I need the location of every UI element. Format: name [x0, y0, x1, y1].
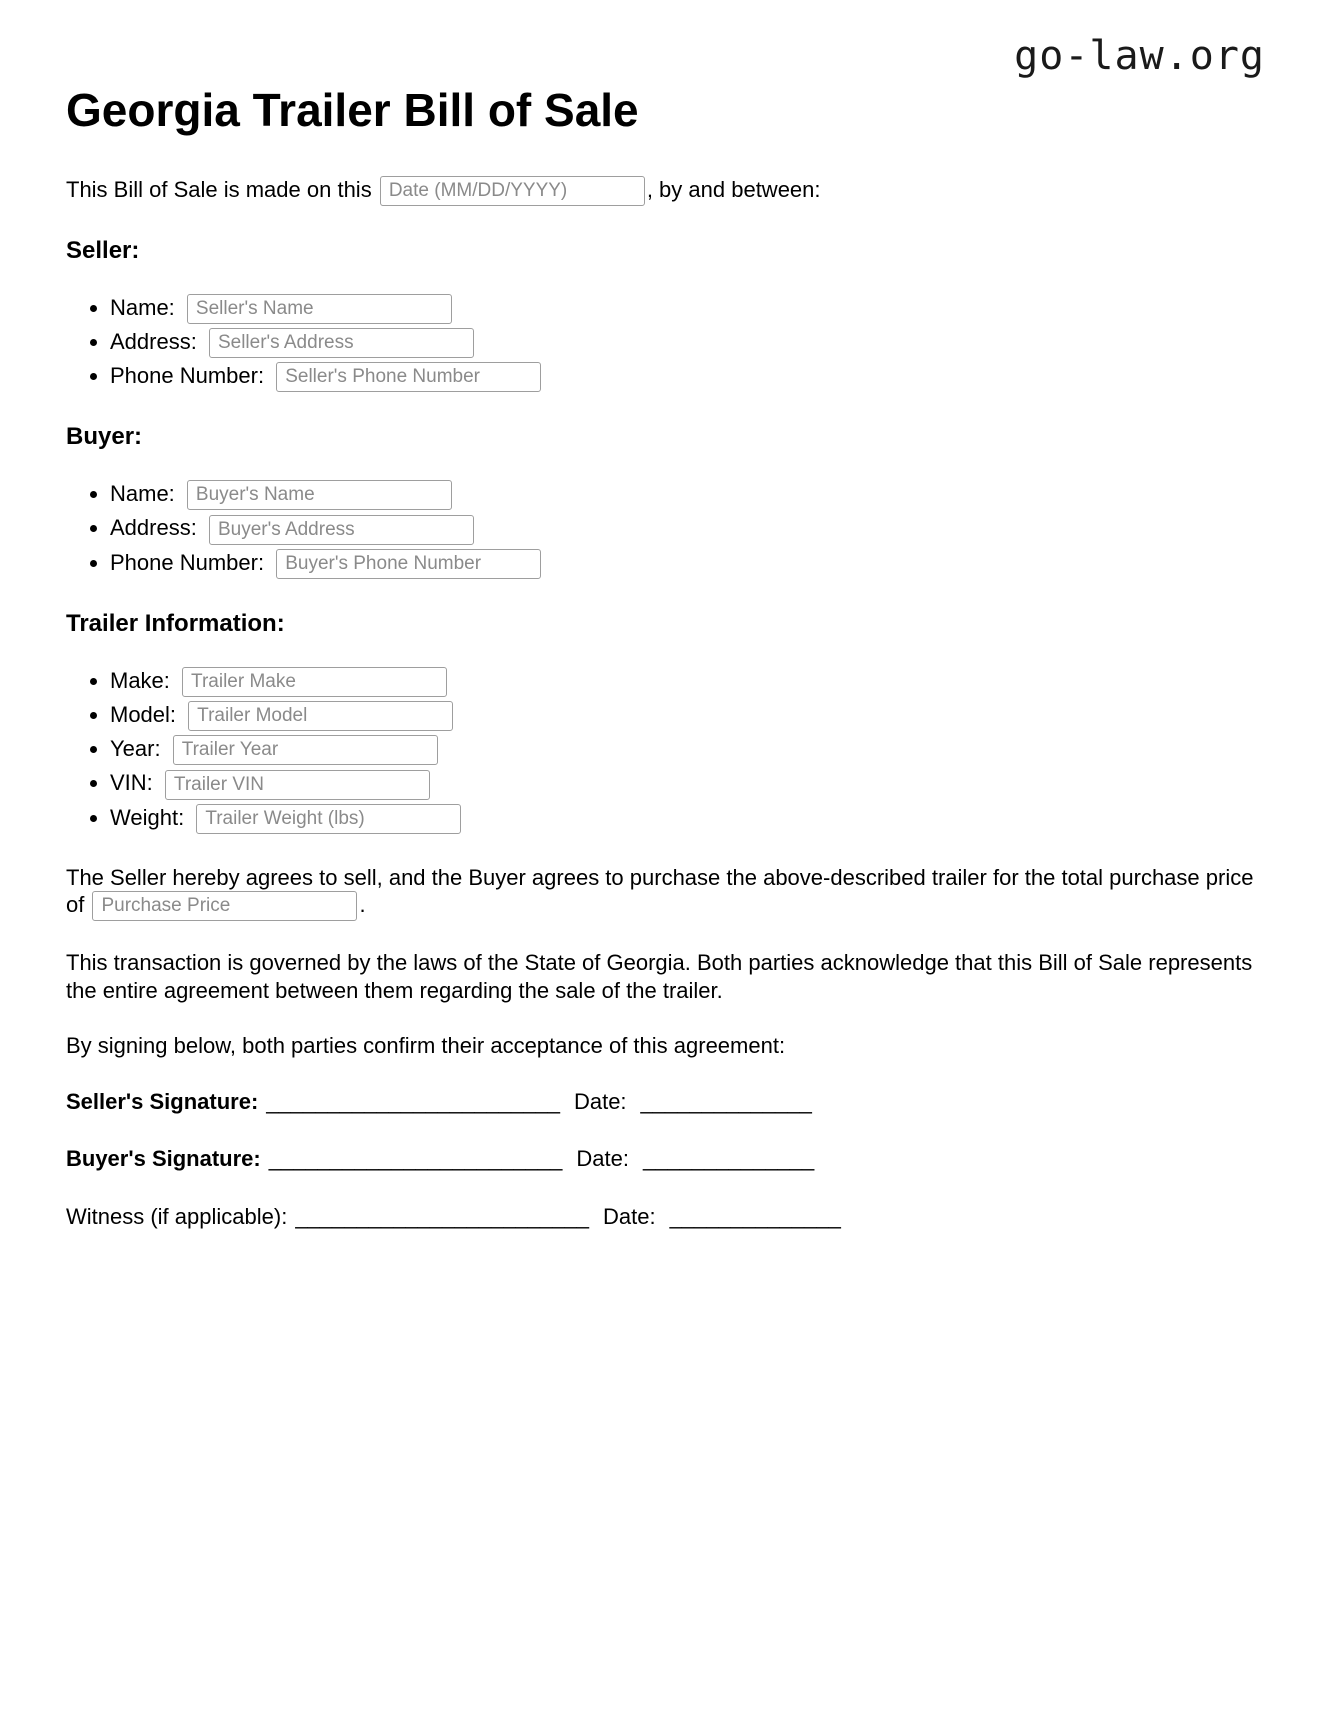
seller-address-input[interactable] [209, 328, 474, 358]
buyer-field-list [66, 478, 1265, 579]
intro-text-before: This Bill of Sale is made on this [66, 176, 372, 202]
purchase-price-input[interactable] [92, 891, 357, 921]
trailer-weight-input[interactable] [196, 804, 461, 834]
buyer-signature-row [66, 1145, 1265, 1173]
trailer-model-row [110, 699, 1265, 731]
intro-paragraph [66, 176, 1265, 206]
trailer-model-label: Model: [110, 702, 177, 727]
seller-date-label: Date: [573, 1088, 627, 1114]
witness-date-label: Date: [602, 1203, 656, 1229]
date-input[interactable] [380, 176, 645, 206]
seller-date-line: ______________ [640, 1088, 812, 1114]
purchase-paragraph [66, 864, 1265, 922]
trailer-vin-label: VIN: [110, 770, 153, 796]
witness-signature-line: ________________________ [295, 1203, 589, 1229]
seller-signature-label: Seller's Signature: [66, 1088, 259, 1114]
trailer-weight-label: Weight: [110, 804, 185, 830]
buyer-signature-label: Buyer's Signature: [66, 1146, 261, 1172]
buyer-address-input[interactable] [209, 515, 474, 545]
seller-phone-row [110, 360, 1265, 392]
trailer-vin-input[interactable] [165, 770, 430, 800]
seller-signature-line: ________________________ [266, 1088, 560, 1114]
seller-name-row [110, 292, 1265, 324]
trailer-weight-row [110, 802, 1265, 834]
page-title: Georgia Trailer Bill of Sale [66, 84, 639, 136]
trailer-year-row [110, 733, 1265, 765]
witness-date-line: ______________ [669, 1203, 841, 1229]
trailer-make-row [110, 665, 1265, 697]
buyer-date-line: ______________ [642, 1146, 815, 1172]
seller-name-input[interactable] [187, 294, 452, 324]
seller-address-row [110, 326, 1265, 358]
signing-intro-paragraph: By signing below, both parties confirm their acceptance of this agreement: [66, 1033, 786, 1059]
trailer-vin-row [110, 767, 1265, 799]
brand-logo: go-law.org [1014, 33, 1265, 79]
trailer-make-label: Make: [110, 667, 170, 693]
purchase-text-after: . [359, 892, 366, 918]
trailer-year-label: Year: [110, 736, 161, 762]
governing-law-paragraph: This transaction is governed by the laws of the State of Georgia. Both parties acknowledge that this Bill of Sale represents the entire agreement between them regarding the sale of the trailer. [66, 950, 1253, 1003]
trailer-year-input[interactable] [173, 735, 438, 765]
trailer-model-input[interactable] [188, 701, 453, 731]
seller-name-label: Name: [110, 294, 175, 320]
intro-text-after: , by and between: [646, 176, 821, 202]
buyer-heading: Buyer: [66, 423, 143, 451]
buyer-name-label: Name: [110, 481, 175, 507]
buyer-name-row [110, 478, 1265, 510]
buyer-name-input[interactable] [187, 480, 452, 510]
seller-heading: Seller: [66, 236, 140, 264]
buyer-phone-input[interactable] [276, 549, 541, 579]
trailer-make-input[interactable] [182, 667, 447, 697]
buyer-signature-line: ________________________ [268, 1146, 563, 1172]
buyer-phone-label: Phone Number: [110, 549, 265, 575]
buyer-date-label: Date: [576, 1146, 629, 1172]
seller-field-list [66, 292, 1265, 393]
buyer-phone-row [110, 547, 1265, 579]
trailer-heading: Trailer Information: [66, 609, 285, 637]
seller-phone-input[interactable] [276, 362, 541, 392]
seller-signature-row [66, 1088, 1265, 1116]
buyer-address-row [110, 512, 1265, 544]
witness-signature-row [66, 1203, 1265, 1231]
seller-address-label: Address: [110, 328, 197, 354]
trailer-field-list [66, 665, 1265, 834]
seller-phone-label: Phone Number: [110, 363, 265, 389]
purchase-text-before: The Seller hereby agrees to sell, and the Buyer agrees to purchase the above-described trailer for the total purchase price of [66, 864, 1254, 918]
witness-signature-label: Witness (if applicable): [66, 1203, 288, 1229]
buyer-address-label: Address: [110, 515, 197, 541]
